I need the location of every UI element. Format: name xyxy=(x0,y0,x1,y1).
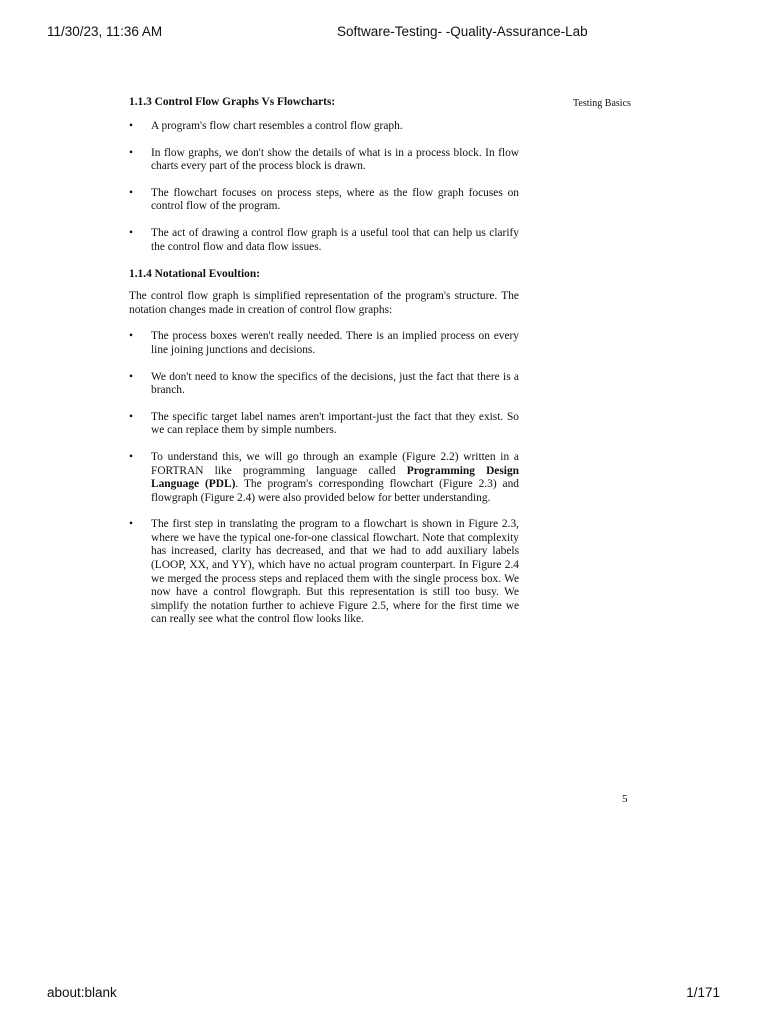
bullet-list-section-2 xyxy=(129,330,519,627)
list-item-text xyxy=(151,451,519,504)
list-item xyxy=(129,411,519,438)
list-item xyxy=(129,147,519,174)
section-heading-control-flow-vs-flowcharts: 1.1.3 Control Flow Graphs Vs Flowcharts: xyxy=(129,96,336,108)
list-item-text: The specific target label names aren't important-just the fact that they exist. So we can replace them by simple numbers. xyxy=(151,410,519,437)
bullet-icon: • xyxy=(129,330,133,343)
pdl-term: Programming Design Language (PDL) xyxy=(151,464,519,491)
bullet-list-section-1 xyxy=(129,120,519,254)
list-item xyxy=(129,451,519,505)
page-content xyxy=(129,95,519,640)
bullet-icon: • xyxy=(129,518,133,531)
list-item xyxy=(129,518,519,627)
list-item-text: The first step in translating the program to a flowchart is shown in Figure 2.3, where we have the typical one-for-one classical flowchart. Note that complexity has increased, clarity has decreased, and that we had to add auxiliary labels (LOOP, XX, and YY), which have no actual program counterpart. In Figure 2.4 we merged the process steps and replaced them with the single process box. We now have a control flowgraph. But this representation is still too busy. We simplify the notation further to achieve Figure 2.5, where for the first time we can really see what the control flow looks like. xyxy=(151,518,519,626)
pdl-text-before: To understand this, we will go through an example (Figure 2.2) written in a FORTRAN like programming language called xyxy=(151,450,519,477)
bullet-icon: • xyxy=(129,186,133,199)
pdl-text-after: . The program's corresponding flowchart (Figure 2.3) and flowgraph (Figure 2.4) were also provided below for better understanding. xyxy=(151,478,519,504)
page-number: 5 xyxy=(622,793,628,805)
print-page-counter: 1/171 xyxy=(686,985,720,1000)
print-title: Software-Testing- -Quality-Assurance-Lab xyxy=(337,24,588,39)
list-item-text: We don't need to know the specifics of the decisions, just the fact that there is a branch. xyxy=(151,370,519,397)
list-item-text: The process boxes weren't really needed. There is an implied process on every line joining junctions and decisions. xyxy=(151,330,519,356)
bullet-icon: • xyxy=(129,120,133,132)
running-head: Testing Basics xyxy=(573,98,631,109)
bullet-icon: • xyxy=(129,146,133,159)
section-intro-paragraph: The control flow graph is simplified representation of the program's structure. The notation changes made in creation of control flow graphs: xyxy=(129,290,519,316)
section-heading-notational-evolution: 1.1.4 Notational Evoultion: xyxy=(129,268,261,281)
list-item xyxy=(129,187,519,214)
list-item xyxy=(129,330,519,357)
bullet-icon: • xyxy=(129,370,133,383)
bullet-icon: • xyxy=(129,226,133,239)
list-item xyxy=(129,371,519,398)
list-item-text: The act of drawing a control flow graph is a useful tool that can help us clarify the control flow and data flow issues. xyxy=(151,226,519,253)
list-item-text: The flowchart focuses on process steps, where as the flow graph focuses on control flow of the program. xyxy=(151,186,519,213)
list-item-text: In flow graphs, we don't show the details of what is in a process block. In flow charts every part of the process block is drawn. xyxy=(151,146,519,173)
bullet-icon: • xyxy=(129,450,133,463)
bullet-icon: • xyxy=(129,410,133,423)
list-item xyxy=(129,227,519,254)
list-item-text: A program's flow chart resembles a control flow graph. xyxy=(151,120,403,132)
print-datetime: 11/30/23, 11:36 AM xyxy=(47,24,163,39)
list-item xyxy=(129,120,519,134)
print-url: about:blank xyxy=(47,985,117,1000)
